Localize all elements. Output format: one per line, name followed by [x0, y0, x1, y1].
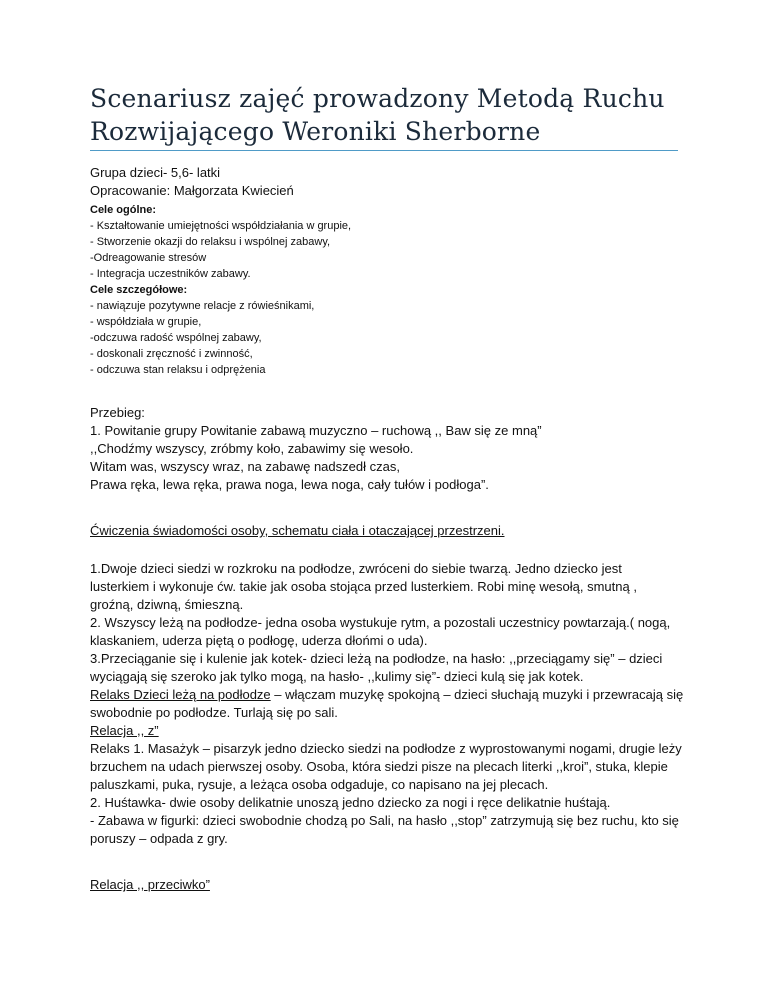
group-info [90, 164, 690, 200]
goals-general-heading: Cele ogólne: [90, 204, 157, 216]
goal-item: - nawiązuje pozytywne relacje z rówieśnikami, [90, 300, 315, 312]
relax-exercise-line [90, 686, 690, 704]
course-line: 1. Powitanie grupy Powitanie zabawą muzyczno – ruchową ,, Baw się ze mną” [90, 423, 542, 438]
goal-item: - doskonali zręczność i zwinność, [90, 348, 253, 360]
title-line-2: Rozwijającego Weroniki Sherborne [90, 117, 541, 146]
exercise-line: 3.Przeciąganie się i kulenie jak kotek- dzieci leżą na podłodze, na hasło: ,,przeciągamy się” – dzieci [90, 651, 663, 666]
course-line: Witam was, wszyscy wraz, na zabawę nadszedł czas, [90, 459, 400, 474]
course-line: Prawa ręka, lewa ręka, prawa noga, lewa noga, cały tułów i podłoga”. [90, 477, 489, 492]
exercise-line: lusterkiem i wykonuje ćw. takie jak osoba stojąca przed lusterkiem. Robi minę wesołą, smutną , [90, 579, 637, 594]
relax-line: poruszy – odpada z gry. [90, 831, 228, 846]
exercise-line: 1.Dwoje dzieci siedzi w rozkroku na podłodze, zwróceni do siebie twarzą. Jedno dziecko jest [90, 561, 622, 576]
goal-item: -Odreagowanie stresów [90, 252, 207, 264]
goal-item: - odczuwa stan relaksu i odprężenia [90, 364, 266, 376]
goals-general-section [90, 202, 690, 378]
document-title [90, 82, 690, 148]
relation-against-section [90, 876, 690, 894]
relax-line: - Zabawa w figurki: dzieci swobodnie chodzą po Sali, na hasło ,,stop” zatrzymują się bez ruchu, kto się [90, 813, 679, 828]
exercise-line: wyciągają się szeroko jak tylko mogą, na hasło- ,,kulimy się”- dzieci kulą się jak kotek. [90, 669, 584, 684]
exercise-line: 2. Wszyscy leżą na podłodze- jedna osoba wystukuje rytm, a pozostali uczestnicy powtarzają.( nogą, [90, 615, 671, 630]
goal-item: -odczuwa radość wspólnej zabawy, [90, 332, 262, 344]
title-underline [90, 150, 678, 151]
course-section [90, 404, 690, 494]
course-heading: Przebieg: [90, 405, 145, 420]
goal-item: - współdziała w grupie, [90, 316, 202, 328]
relation-against-heading: Relacja ,, przeciwko” [90, 877, 210, 892]
relax-label: Relaks Dzieci leżą na podłodze [90, 687, 271, 702]
exercises-heading [90, 522, 690, 540]
relax-rest: – włączam muzykę spokojną – dzieci słuchają muzyki i przewracają się [270, 687, 684, 702]
exercise-line: klaskaniem, uderza piętą o podłogę, uderza dłońmi o uda). [90, 633, 428, 648]
relax-line: paluszkami, puka, rysuje, a leżąca osoba odgaduje, co napisano na jej plecach. [90, 777, 549, 792]
relax-line: Relaks 1. Masażyk – pisarzyk jedno dziecko siedzi na podłodze z wyprostowanymi nogami, drugie leży [90, 741, 682, 756]
relation-with-heading: Relacja ,, z” [90, 723, 159, 738]
goal-item: - Kształtowanie umiejętności współdziałania w grupie, [90, 220, 352, 232]
exercises-section [90, 560, 690, 740]
author-text: Opracowanie: Małgorzata Kwiecień [90, 183, 294, 198]
relax-section [90, 740, 690, 848]
exercise-line: swobodnie po podłodze. Turlają się po sali. [90, 705, 338, 720]
goal-item: - Integracja uczestników zabawy. [90, 268, 251, 280]
relax-line: 2. Huśtawka- dwie osoby delikatnie unoszą jedno dziecko za nogi i ręce delikatnie huśtają. [90, 795, 611, 810]
course-line: ,,Chodźmy wszyscy, zróbmy koło, zabawimy się wesoło. [90, 441, 414, 456]
relax-line: brzuchem na udach pierwszej osoby. Osoba, która siedzi pisze na plecach literki ,,kroi”, stuka, klepie [90, 759, 668, 774]
goals-specific-heading: Cele szczegółowe: [90, 284, 188, 296]
exercises-heading-text: Ćwiczenia świadomości osoby, schematu ciała i otaczającej przestrzeni. [90, 523, 505, 538]
goal-item: - Stworzenie okazji do relaksu i wspólnej zabawy, [90, 236, 331, 248]
title-line-1: Scenariusz zajęć prowadzony Metodą Ruchu [90, 84, 665, 113]
exercise-line: groźną, dziwną, śmieszną. [90, 597, 244, 612]
group-text: Grupa dzieci- 5,6- latki [90, 165, 221, 180]
